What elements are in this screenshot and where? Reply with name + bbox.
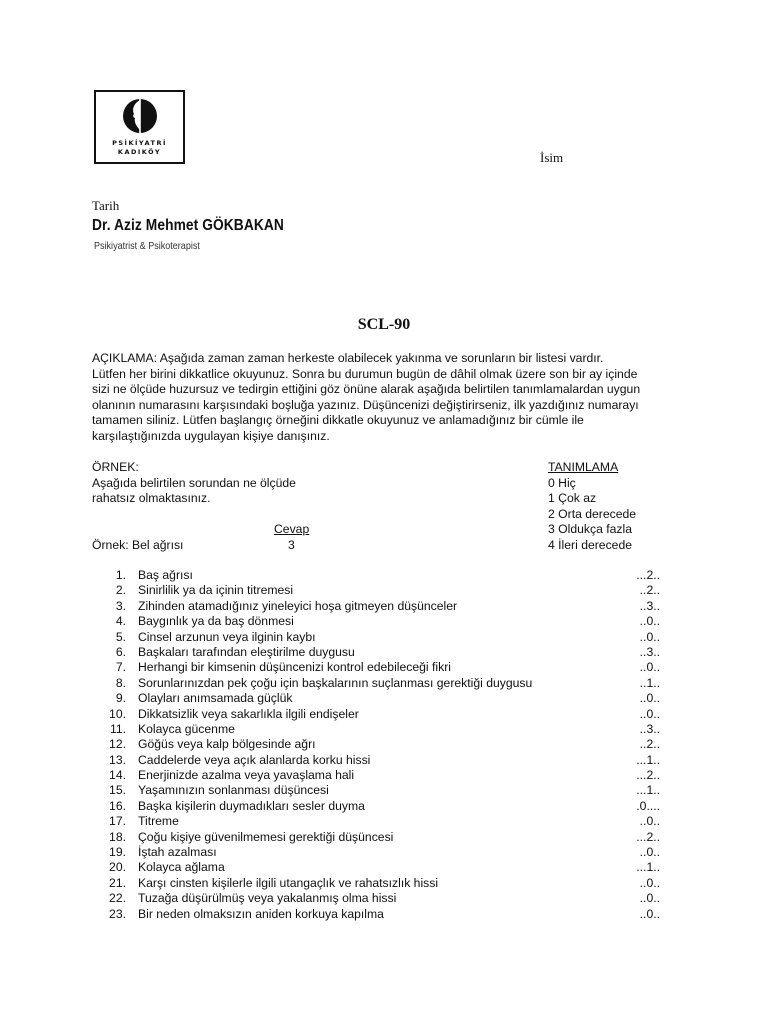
question-list <box>100 568 680 922</box>
question-text: Göğüs veya kalp bölgesinde ağrı <box>138 737 316 752</box>
question-row <box>100 568 680 583</box>
question-row <box>100 676 680 691</box>
explanation-paragraph <box>92 351 692 444</box>
question-answer[interactable]: ..0.. <box>639 814 660 829</box>
question-answer[interactable]: .0.... <box>636 798 660 813</box>
question-number: 19. <box>109 845 126 860</box>
question-text: Baş ağrısı <box>138 568 193 582</box>
question-number: 7. <box>115 660 126 675</box>
question-row <box>100 660 680 675</box>
question-text: Başka kişilerin duymadıkları sesler duyma <box>138 798 365 813</box>
question-row <box>100 691 680 706</box>
example-line-1: Aşağıda belirtilen sorundan ne ölçüde <box>92 476 296 490</box>
question-answer[interactable]: ..0.. <box>639 691 660 706</box>
question-row <box>100 783 680 798</box>
clinic-logo <box>94 90 185 164</box>
question-text: İştah azalması <box>138 845 217 860</box>
question-number: 12. <box>109 737 126 752</box>
question-number: 1. <box>115 568 126 582</box>
question-number: 17. <box>109 814 126 829</box>
question-row <box>100 722 680 737</box>
question-text: Dikkatsizlik veya sakarlıkla ilgili endişeler <box>138 706 359 721</box>
question-answer[interactable]: ...1.. <box>636 860 660 875</box>
question-row <box>100 737 680 752</box>
question-text: Caddelerde veya açık alanlarda korku hissi <box>138 752 371 767</box>
question-answer[interactable]: ...2.. <box>636 568 660 582</box>
question-answer[interactable]: ..3.. <box>639 598 660 613</box>
example-item: Örnek: Bel ağrısı <box>92 538 184 552</box>
question-answer[interactable]: ..0.. <box>639 891 660 906</box>
question-answer[interactable]: ..0.. <box>639 906 660 921</box>
question-row <box>100 814 680 829</box>
question-number: 2. <box>115 583 126 598</box>
logo-line-1: PSİKİYATRİ <box>112 139 167 147</box>
question-answer[interactable]: ..0.. <box>639 614 660 629</box>
question-text: Herhangi bir kimsenin düşüncenizi kontrol edebileceği fikri <box>138 660 451 675</box>
question-row <box>100 614 680 629</box>
question-row <box>100 599 680 614</box>
explanation-line: karşılaştığınızda uygulayan kişiye danışınız. <box>92 428 330 443</box>
question-text: Zihinden atamadığınız yineleyici hoşa gitmeyen düşünceler <box>138 598 458 613</box>
question-number: 18. <box>109 829 126 844</box>
question-text: Yaşamınızın sonlanması düşüncesi <box>138 783 329 798</box>
question-row <box>100 768 680 783</box>
explanation-line: olanının numarasını karşısındaki boşluğa yazınız. Düşüncenizi değiştirirseniz, ilk yazdığınız numarayı <box>92 397 639 412</box>
question-text: Sorunlarınızdan pek çoğu için başkalarının suçlanması gerektiği duygusu <box>138 675 533 690</box>
question-number: 3. <box>115 598 126 613</box>
question-answer[interactable]: ..0.. <box>639 706 660 721</box>
question-row <box>100 845 680 860</box>
question-row <box>100 583 680 598</box>
question-row <box>100 891 680 906</box>
question-number: 4. <box>115 614 126 629</box>
question-answer[interactable]: ...2.. <box>636 829 660 844</box>
legend-item: 2 Orta derecede <box>548 506 637 521</box>
legend-item: 3 Oldukça fazla <box>548 522 633 536</box>
question-number: 21. <box>109 875 126 890</box>
question-answer[interactable]: ..3.. <box>639 721 660 736</box>
question-text: Cinsel arzunun veya ilginin kaybı <box>138 629 316 644</box>
legend-item: 0 Hiç <box>548 475 576 490</box>
question-number: 16. <box>109 798 126 813</box>
isim-label: İsim <box>540 150 564 165</box>
question-number: 15. <box>109 783 126 798</box>
doctor-name: Dr. Aziz Mehmet GÖKBAKAN <box>92 217 284 234</box>
question-row <box>100 799 680 814</box>
question-text: Bir neden olmaksızın aniden korkuya kapılma <box>138 906 384 921</box>
question-number: 20. <box>109 860 126 875</box>
question-number: 23. <box>109 906 126 921</box>
explanation-line: AÇIKLAMA: Aşağıda zaman zaman herkeste olabilecek yakınma ve sorunların bir listesi vardır. <box>92 351 604 365</box>
question-text: Tuzağa düşürülmüş veya yakalanmış olma hissi <box>138 891 397 906</box>
explanation-line: tamamen siliniz. Lütfen başlangıç örneğini dikkatle okuyunuz ve anlamadığınız bir cümle ile <box>92 413 584 427</box>
question-number: 14. <box>109 768 126 783</box>
question-row <box>100 707 680 722</box>
question-text: Çoğu kişiye güvenilmemesi gerektiği düşüncesi <box>138 829 394 844</box>
tarih-label: Tarih <box>92 198 120 213</box>
question-row <box>100 645 680 660</box>
question-row <box>100 907 680 922</box>
question-text: Titreme <box>138 814 179 829</box>
question-answer[interactable]: ..2.. <box>639 583 660 598</box>
page-title: SCL-90 <box>357 316 411 333</box>
question-row <box>100 753 680 768</box>
logo-line-2: KADIKÖY <box>117 148 162 156</box>
rating-legend <box>548 460 636 553</box>
example-answer: 3 <box>288 538 295 552</box>
legend-title: TANIMLAMA <box>548 460 619 474</box>
question-number: 5. <box>115 629 126 644</box>
question-number: 8. <box>115 675 126 690</box>
question-answer[interactable]: ..0.. <box>639 875 660 890</box>
question-answer[interactable]: ..0.. <box>639 629 660 644</box>
question-text: Olayları anımsamada güçlük <box>138 691 293 706</box>
question-answer[interactable]: ..1.. <box>639 675 660 690</box>
question-number: 22. <box>109 891 126 906</box>
legend-item: 1 Çok az <box>548 491 597 505</box>
example-line-2: rahatsız olmaktasınız. <box>92 491 211 505</box>
question-text: Baygınlık ya da baş dönmesi <box>138 614 294 629</box>
legend-item: 4 İleri derecede <box>548 537 633 552</box>
question-text: Kolayca gücenme <box>138 721 235 736</box>
head-profile-icon <box>122 96 158 136</box>
explanation-line: Lütfen her birini dikkatlice okuyunuz. Sonra bu durumun bugün de dâhil olmak üzere son bir ay içinde <box>92 366 638 381</box>
question-answer[interactable]: ...1.. <box>636 752 660 767</box>
question-text: Kolayca ağlama <box>138 860 225 875</box>
explanation-line: sizi ne ölçüde huzursuz ve tedirgin ettiğini göz önüne alarak aşağıda belirtilen tanımlamalardan uygun <box>92 382 641 396</box>
question-text: Enerjinizde azalma veya yavaşlama hali <box>138 768 355 783</box>
question-text: Başkaları tarafından eleştirilme duygusu <box>138 644 355 659</box>
question-answer[interactable]: ...1.. <box>636 783 660 798</box>
question-text: Sinirlilik ya da içinin titremesi <box>138 583 294 598</box>
doctor-title: Psikiyatrist & Psikoterapist <box>94 240 200 252</box>
question-number: 10. <box>109 706 126 721</box>
question-answer[interactable]: ..2.. <box>639 737 660 752</box>
question-row <box>100 830 680 845</box>
question-number: 13. <box>109 752 126 767</box>
question-row <box>100 630 680 645</box>
question-answer[interactable]: ..3.. <box>639 644 660 659</box>
question-number: 6. <box>115 644 126 659</box>
question-row <box>100 860 680 875</box>
question-number: 11. <box>109 721 126 736</box>
example-label: ÖRNEK: <box>92 460 139 474</box>
question-number: 9. <box>115 691 126 706</box>
question-answer[interactable]: ...2.. <box>636 768 660 783</box>
question-text: Karşı cinsten kişilerle ilgili utangaçlık ve rahatsızlık hissi <box>138 875 439 890</box>
question-row <box>100 876 680 891</box>
cevap-label: Cevap <box>274 522 310 536</box>
question-answer[interactable]: ..0.. <box>639 660 660 675</box>
question-answer[interactable]: ..0.. <box>639 845 660 860</box>
